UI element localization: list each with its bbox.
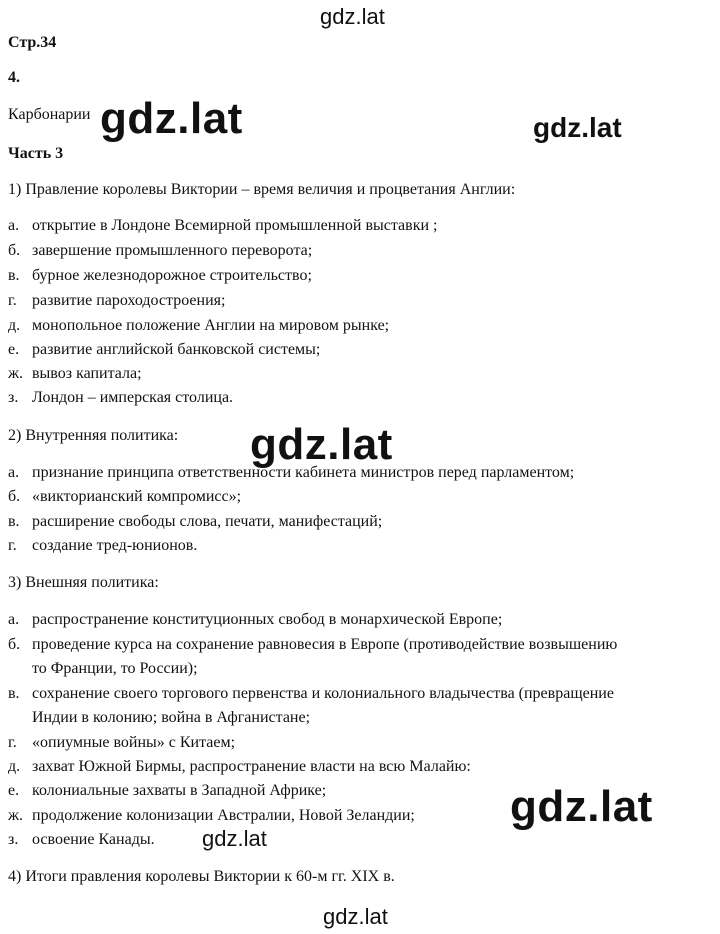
section-4-title: 4) Итоги правления королевы Виктории к 60-м гг. XIX в.	[8, 868, 395, 885]
list-item-continuation: то Франции, то России);	[32, 660, 198, 677]
watermark: gdz.lat	[323, 904, 388, 929]
list-item-continuation: Индии в колонию; война в Афганистане;	[32, 709, 311, 726]
list-item: б. проведение курса на сохранение равновесия в Европе (противодействие возвышению	[8, 636, 618, 653]
list-item: з. освоение Канады.	[8, 831, 155, 848]
watermark: gdz.lat	[250, 420, 393, 469]
list-item: а. распространение конституционных свобод в монархической Европе;	[8, 611, 503, 628]
watermark: gdz.lat	[510, 782, 653, 831]
list-item: в. бурное железнодорожное строительство;	[8, 267, 312, 284]
section-2-title: 2) Внутренняя политика:	[8, 427, 179, 444]
task-number: 4.	[8, 69, 20, 86]
page-number: Стр.34	[8, 34, 57, 51]
watermark: gdz.lat	[202, 826, 267, 851]
list-item: г. создание тред-юнионов.	[8, 537, 198, 554]
list-item: з. Лондон – имперская столица.	[8, 389, 234, 406]
list-item: а. открытие в Лондоне Всемирной промышленной выставки ;	[8, 217, 438, 234]
list-item: б. завершение промышленного переворота;	[8, 242, 313, 259]
section-3-title: 3) Внешняя политика:	[8, 574, 159, 591]
section-1-title: 1) Правление королевы Виктории – время величия и процветания Англии:	[8, 181, 516, 198]
list-item: в. расширение свободы слова, печати, манифестаций;	[8, 513, 383, 530]
list-item: ж. продолжение колонизации Австралии, Новой Зеландии;	[8, 807, 415, 824]
list-item: д. захват Южной Бирмы, распространение власти на всю Малайю:	[8, 758, 471, 775]
list-item: а. признание принципа ответственности кабинета министров перед парламентом;	[8, 464, 575, 481]
part-heading: Часть 3	[8, 145, 64, 162]
list-item: г. развитие пароходостроения;	[8, 292, 226, 309]
watermark: gdz.lat	[533, 112, 622, 143]
list-item: г. «опиумные войны» с Китаем;	[8, 734, 236, 751]
watermark: gdz.lat	[320, 4, 385, 29]
list-item: е. развитие английской банковской системы;	[8, 341, 321, 358]
list-item: ж. вывоз капитала;	[8, 365, 142, 382]
answer-text: Карбонарии	[8, 106, 91, 123]
list-item: в. сохранение своего торгового первенства и колониального владычества (превращение	[8, 685, 614, 702]
watermark: gdz.lat	[100, 94, 243, 143]
list-item: б. «викторианский компромисс»;	[8, 488, 242, 505]
list-item: е. колониальные захваты в Западной Африке;	[8, 782, 327, 799]
list-item: д. монопольное положение Англии на мировом рынке;	[8, 317, 390, 334]
